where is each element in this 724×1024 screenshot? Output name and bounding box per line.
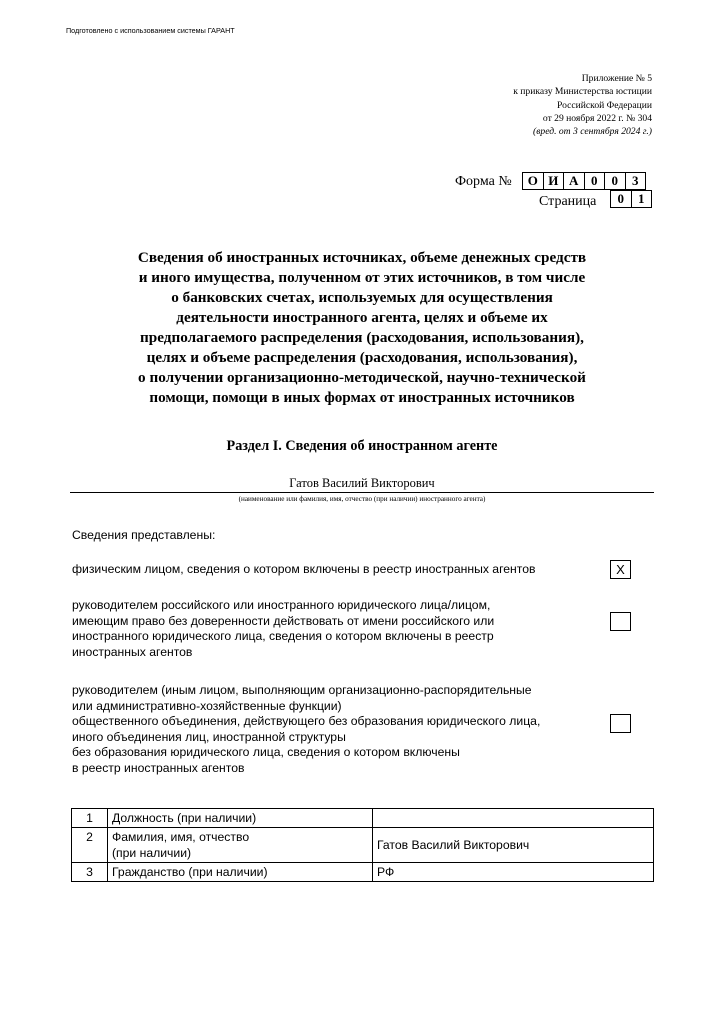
row-value-citizenship: РФ [373,863,654,882]
title-line: предполагаемого распределения (расходования, использования), [140,329,584,346]
form-number-label: Форма № [455,174,512,189]
appendix-revision: (вред. от 3 сентября 2024 г.) [533,126,652,138]
row-label-line: Должность (при наличии) [112,811,257,825]
page-number-label: Страница [539,194,597,209]
row-label-line: Гражданство (при наличии) [112,865,268,879]
option-text-line: без образования юридического лица, сведения о котором включены [72,745,460,759]
garant-note: Подготовлено с использованием системы ГАРАНТ [66,26,235,35]
checkbox-legal-entity-head[interactable] [610,612,631,631]
agent-name-underline [70,492,654,493]
table-row [72,828,654,863]
checkbox-individual[interactable]: X [610,560,631,579]
form-code-cell: 0 [584,172,606,190]
title-line: деятельности иностранного агента, целях и объеме их [176,309,548,326]
option-text-line: или административно-хозяйственные функции) [72,698,342,713]
title-line: помощи, помощи в иных формах от иностранных источников [149,389,575,406]
document-title [90,248,634,408]
section-title: Раздел I. Сведения об иностранном агенте [226,438,498,454]
table-row [72,863,654,882]
appendix-line: от 29 ноября 2022 г. № 304 [542,112,652,124]
option-text-line: в реестр иностранных агентов [72,760,245,775]
agent-info-table [71,808,654,882]
title-line: о банковских счетах, используемых для осуществления [171,289,553,306]
title-line: и иного имущества, полученном от этих источников, в том числе [138,269,586,286]
option-text-line: общественного объединения, действующего без образования юридического лица, [72,714,541,728]
row-number: 3 [72,863,108,882]
title-line: Сведения об иностранных источниках, объеме денежных средств [137,249,587,266]
appendix-line: Российской Федерации [557,99,652,111]
form-code-boxes [522,172,646,190]
row-label-line: Фамилия, имя, отчество [112,830,250,844]
submitted-by-label: Сведения представлены: [72,528,216,542]
page-code-cell: 1 [631,190,653,208]
option-text-line: иностранного юридического лица, сведения о котором включены в реестр [72,629,494,643]
agent-name-caption: (наименование или фамилия, имя, отчество (при наличии) иностранного агента) [238,495,486,503]
form-code-cell: 0 [604,172,626,190]
option-text-line: руководителем российского или иностранного юридического лица/лицом, [72,598,491,612]
form-code-cell: А [563,172,585,190]
row-label-line: (при наличии) [112,846,192,860]
appendix-line: к приказу Министерства юстиции [513,86,652,98]
form-code-cell: О [522,172,544,190]
row-number: 1 [72,809,108,828]
form-code-cell: 3 [625,172,647,190]
submitter-option-association-head [72,683,572,776]
row-value-full-name: Гатов Василий Викторович [373,828,654,863]
option-text-line: руководителем (иным лицом, выполняющим организационно-распорядительные [72,683,532,697]
form-code-cell: И [543,172,565,190]
row-value-position [373,809,654,828]
row-label [108,828,373,863]
row-number: 2 [72,828,108,863]
submitter-option-individual [72,562,572,578]
option-text-line: иного объединения лиц, иностранной структуры [72,729,346,744]
option-text-line: иностранных агентов [72,644,193,659]
option-text-line: имеющим право без доверенности действовать от имени российского или [72,613,495,628]
title-line: целях и объеме распределения (расходования, использования), [146,349,578,366]
checkbox-association-head[interactable] [610,714,631,733]
submitter-option-legal-entity-head [72,598,572,660]
option-text-line: физическим лицом, сведения о котором включены в реестр иностранных агентов [72,562,536,576]
row-label [108,863,373,882]
page-code-boxes [610,190,652,208]
agent-name: Гатов Василий Викторович [289,476,435,490]
appendix-line: Приложение № 5 [581,73,652,84]
table-row [72,809,654,828]
row-label [108,809,373,828]
appendix-reference [392,72,652,138]
page-code-cell: 0 [610,190,632,208]
title-line: о получении организационно-методической, научно-технической [138,369,586,386]
